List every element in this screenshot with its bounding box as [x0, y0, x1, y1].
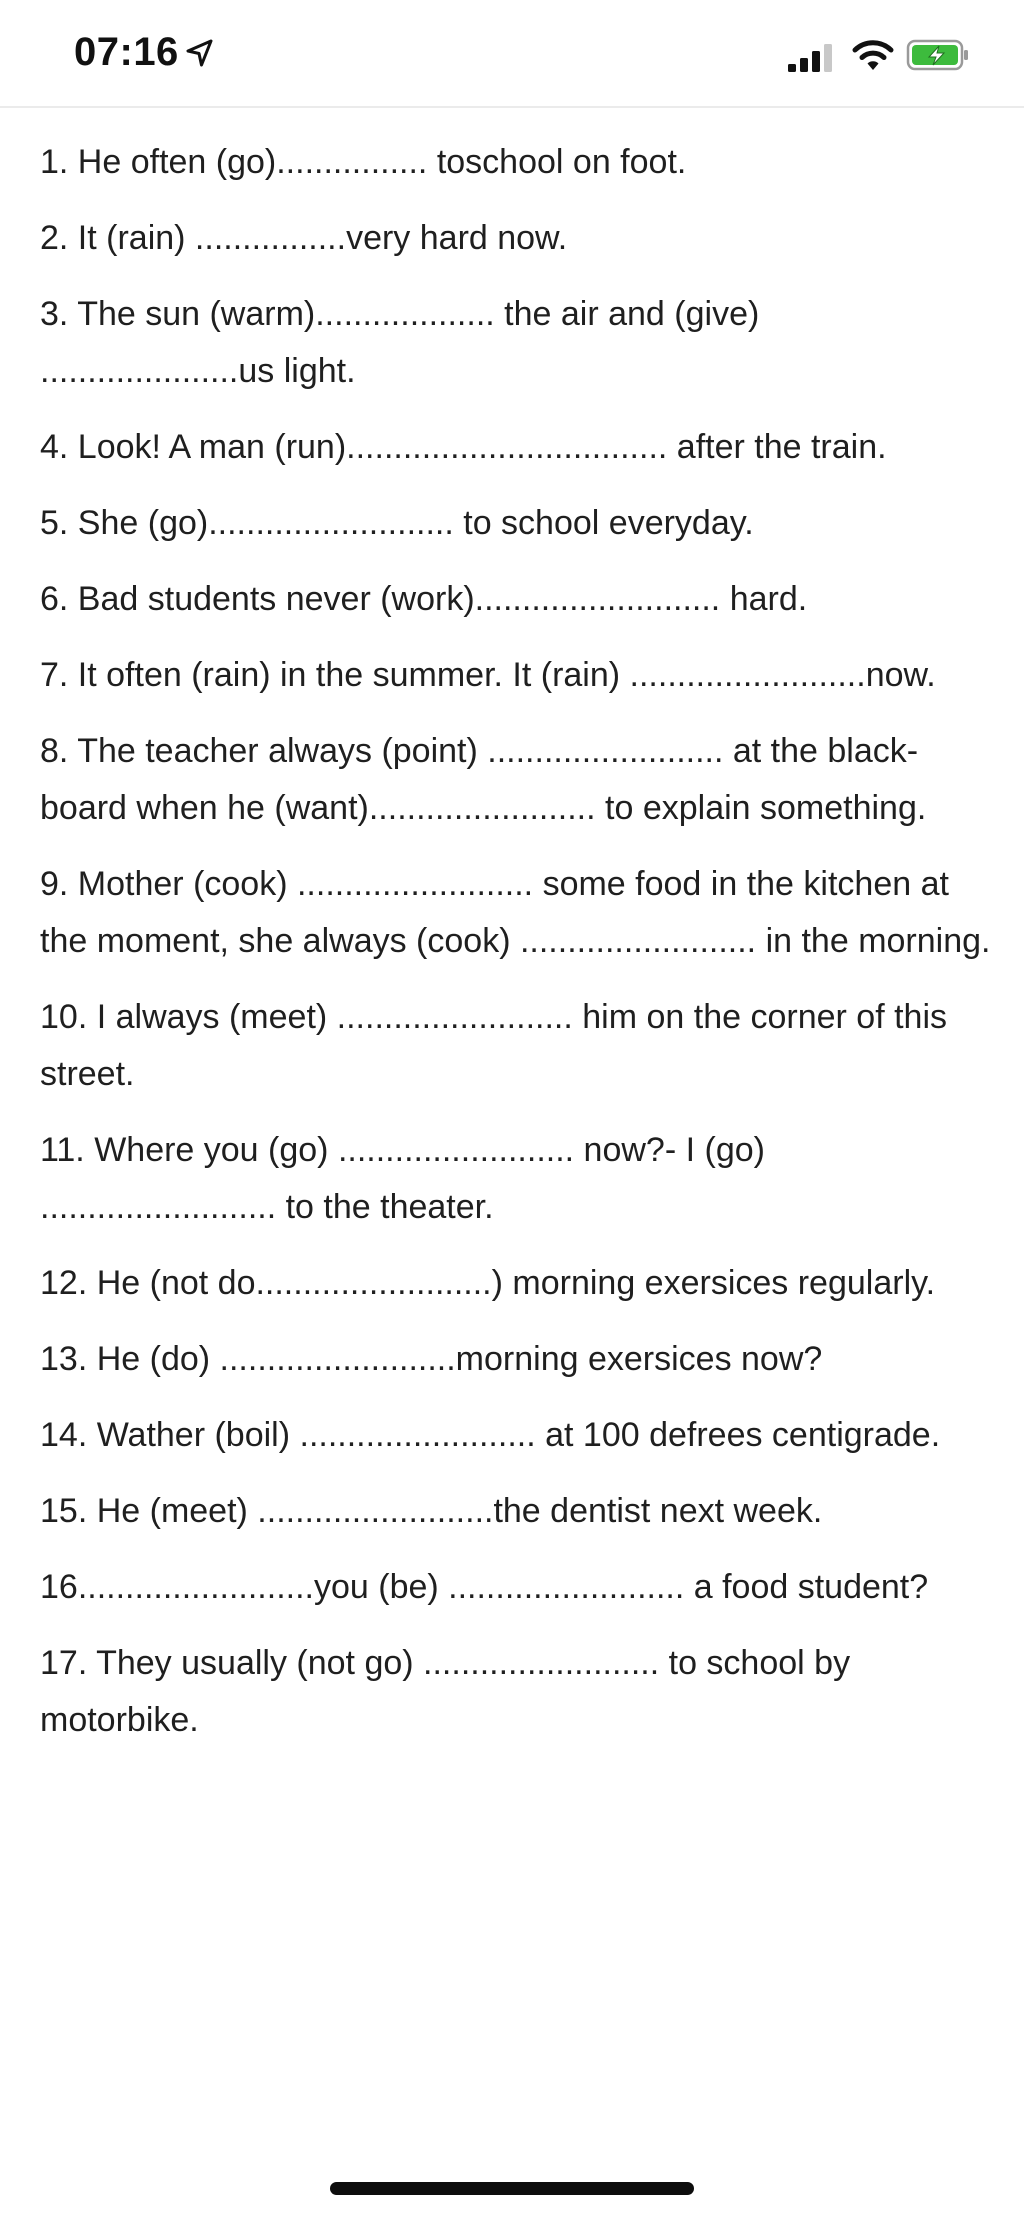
exercise-item-6: 6. Bad students never (work).......................... hard. [40, 580, 808, 618]
exercise-item-10: 10. I always (meet) ......................... him on the corner of this street. [40, 998, 947, 1093]
wifi-icon [852, 38, 894, 72]
status-bar [0, 0, 1024, 108]
exercise-item-8: 8. The teacher always (point) ......................... at the black-board when he (want)........................ to explain something. [40, 732, 927, 827]
cellular-signal-icon [788, 44, 834, 72]
exercise-list [40, 134, 996, 1768]
exercise-item-15: 15. He (meet) .........................the dentist next week. [40, 1492, 823, 1530]
exercise-item-12: 12. He (not do.........................) morning exersices regularly. [40, 1264, 936, 1302]
exercise-item-7: 7. It often (rain) in the summer. It (rain) .........................now. [40, 656, 936, 694]
exercise-item-3: 3. The sun (warm)................... the air and (give) .....................us light. [40, 295, 760, 390]
exercise-item-9: 9. Mother (cook) ......................... some food in the kitchen at the moment, she always (cook) ......................... in the morning. [40, 865, 991, 960]
location-arrow-icon [184, 38, 214, 68]
exercise-item-17: 17. They usually (not go) ......................... to school by motorbike. [40, 1644, 851, 1739]
clock-time: 07:16 [74, 30, 179, 74]
exercise-item-16: 16.........................you (be) ......................... a food student? [40, 1568, 929, 1606]
exercise-item-4: 4. Look! A man (run).................................. after the train. [40, 428, 887, 466]
exercise-item-2: 2. It (rain) ................very hard now. [40, 219, 568, 257]
exercise-item-11: 11. Where you (go) ......................... now?- I (go) ......................... to the theater. [40, 1131, 765, 1226]
exercise-item-14: 14. Wather (boil) ......................... at 100 defrees centigrade. [40, 1416, 941, 1454]
battery-charging-icon [906, 38, 970, 72]
home-indicator[interactable] [330, 2182, 694, 2195]
exercise-item-13: 13. He (do) .........................morning exersices now? [40, 1340, 823, 1378]
exercise-item-5: 5. She (go).......................... to school everyday. [40, 504, 754, 542]
exercise-item-1: 1. He often (go)................ toschool on foot. [40, 143, 687, 181]
